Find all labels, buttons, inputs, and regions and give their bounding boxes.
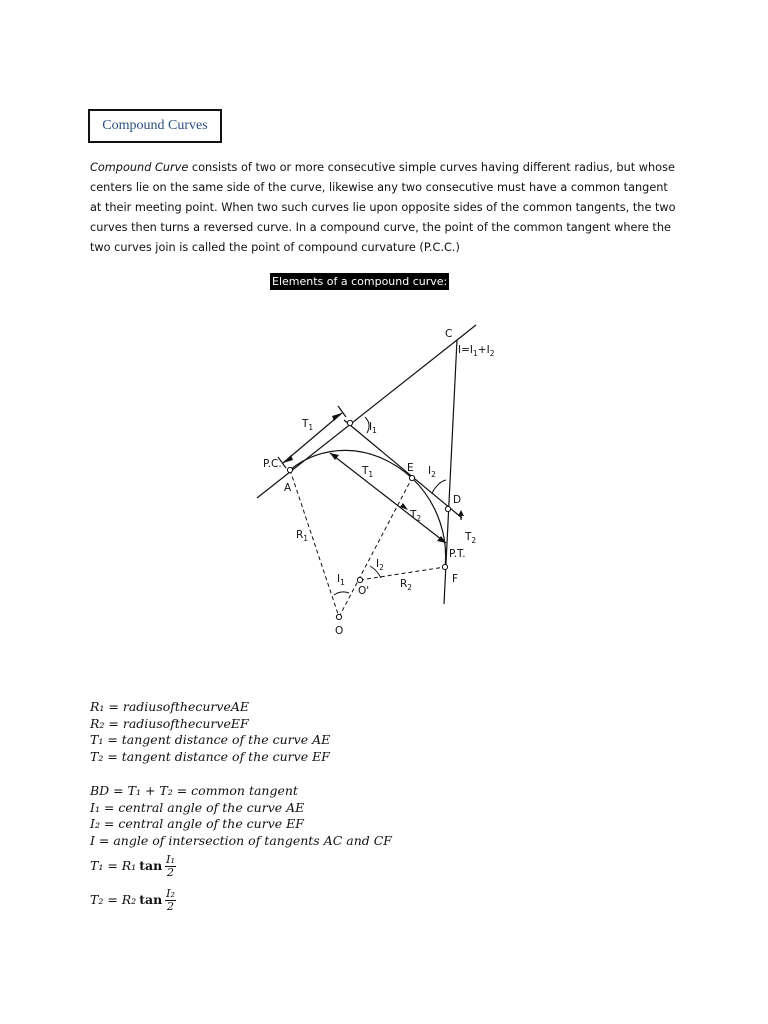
def-i: I = angle of intersection of tangents AC and CF [90,832,392,848]
label-t2-mid-t: T [410,509,417,521]
label-i2-right-sub: 2 [431,470,436,479]
formula-t2 [90,884,392,918]
label-o-prime: O' [358,585,370,597]
point-d [445,506,450,511]
label-i2-right-i: I [428,465,432,477]
label-d: D [453,494,462,506]
label-i-sum-2: 2 [489,349,495,358]
label-r1-sub: 1 [303,534,309,543]
formula-t1-den: 2 [167,866,175,880]
formula-t1-lhs: T₁ = R₁ [90,858,137,874]
label-e: E [407,462,414,474]
formula-t2-den: 2 [167,900,175,914]
label-r1-r: R [296,529,304,541]
label-r2-sub: 2 [407,583,413,592]
point-o-prime [357,577,362,582]
label-i-sum-1: 1 [473,349,478,358]
label-c: C [445,328,453,340]
point-b [347,420,352,425]
def-t2: T₂ = tangent distance of the curve EF [90,749,330,765]
paragraph-text: consists of two or more consecutive simple curves having different radius, but whose centers lie on the same side of the curve, likewise any two consecutive must have a common tangent at their meeting point. When two such curves lie upon opposite sides of the common tangents, the two curves then turns a reversed curve. In a compound curve, the point of the common tangent where the two curves join is called the point of compound curvature (P.C.C.) [90,161,676,254]
label-t2-mid-sub: 2 [416,514,422,523]
definitions-block [90,699,392,918]
label-t2-right-sub: 2 [471,536,477,545]
label-t1-mid-t: T [362,465,369,477]
label-i1-top [369,421,377,435]
formula-t2-fraction [165,888,176,913]
label-i2-right [428,465,436,479]
label-t1-mid-sub: 1 [368,470,374,479]
label-i2-low [376,558,384,572]
label-r2 [400,578,412,592]
label-t2-mid [409,509,421,523]
point-o [336,614,341,619]
angle-arc-i1-low [334,592,349,595]
def-r1: R₁ = radiusofthecurveAE [90,699,249,714]
def-bd: BD = T₁ + T₂ = common tangent [90,782,298,798]
label-t1-top-t: T [302,418,309,430]
formula-t1-fraction [165,854,176,879]
radius-line-oe [339,478,412,617]
radius-line-oa [290,470,339,617]
label-t1-top-sub: 1 [308,423,314,432]
label-a: A [284,482,292,494]
label-t2-right-t: T [465,531,472,543]
label-r2-r: R [400,578,408,590]
def-t1: T₁ = tangent distance of the curve AE [90,732,331,748]
arrowhead-t2 [458,510,464,516]
section-subheading: Elements of a compound curve: [272,275,448,288]
label-i-sum [458,344,495,358]
def-i2: I₂ = central angle of the curve EF [90,816,304,832]
formula-t2-tan: tan [139,892,163,908]
label-pt: P.T. [449,548,466,560]
label-i-sum-a: I=I [458,344,473,356]
angle-arc-i2-right [432,480,446,493]
paragraph-lead: Compound Curve [90,161,189,174]
def-r2: R₂ = radiusofthecurveEF [90,715,249,731]
page-title: Compound Curves [102,118,208,133]
label-i-sum-plus: +I [477,344,490,356]
label-t1-top [301,418,313,432]
label-i1-top-sub: 1 [372,426,377,435]
label-i1-low-i: I [337,573,341,585]
point-f [442,564,447,569]
formula-t1-num: I₁ [166,853,175,867]
label-pc: P.C. [263,458,282,470]
label-t2-right [464,531,476,545]
formula-t2-lhs: T₂ = R₂ [90,892,137,908]
point-e [409,475,414,480]
def-gap [90,766,392,783]
label-i2-low-i: I [376,558,380,570]
point-a [287,467,292,472]
label-i1-low-sub: 1 [340,578,345,587]
formula-t1-tan: tan [139,858,163,874]
label-i1-low [337,573,345,587]
label-i2-low-sub: 2 [379,563,384,572]
label-r1 [296,529,308,543]
formula-t1 [90,850,392,884]
formula-t2-num: I₂ [166,887,175,901]
def-i1: I₁ = central angle of the curve AE [90,799,305,815]
label-f: F [452,573,459,585]
label-t1-mid [361,465,373,479]
label-i1-top-i: I [369,421,373,433]
label-o: O [335,625,344,637]
